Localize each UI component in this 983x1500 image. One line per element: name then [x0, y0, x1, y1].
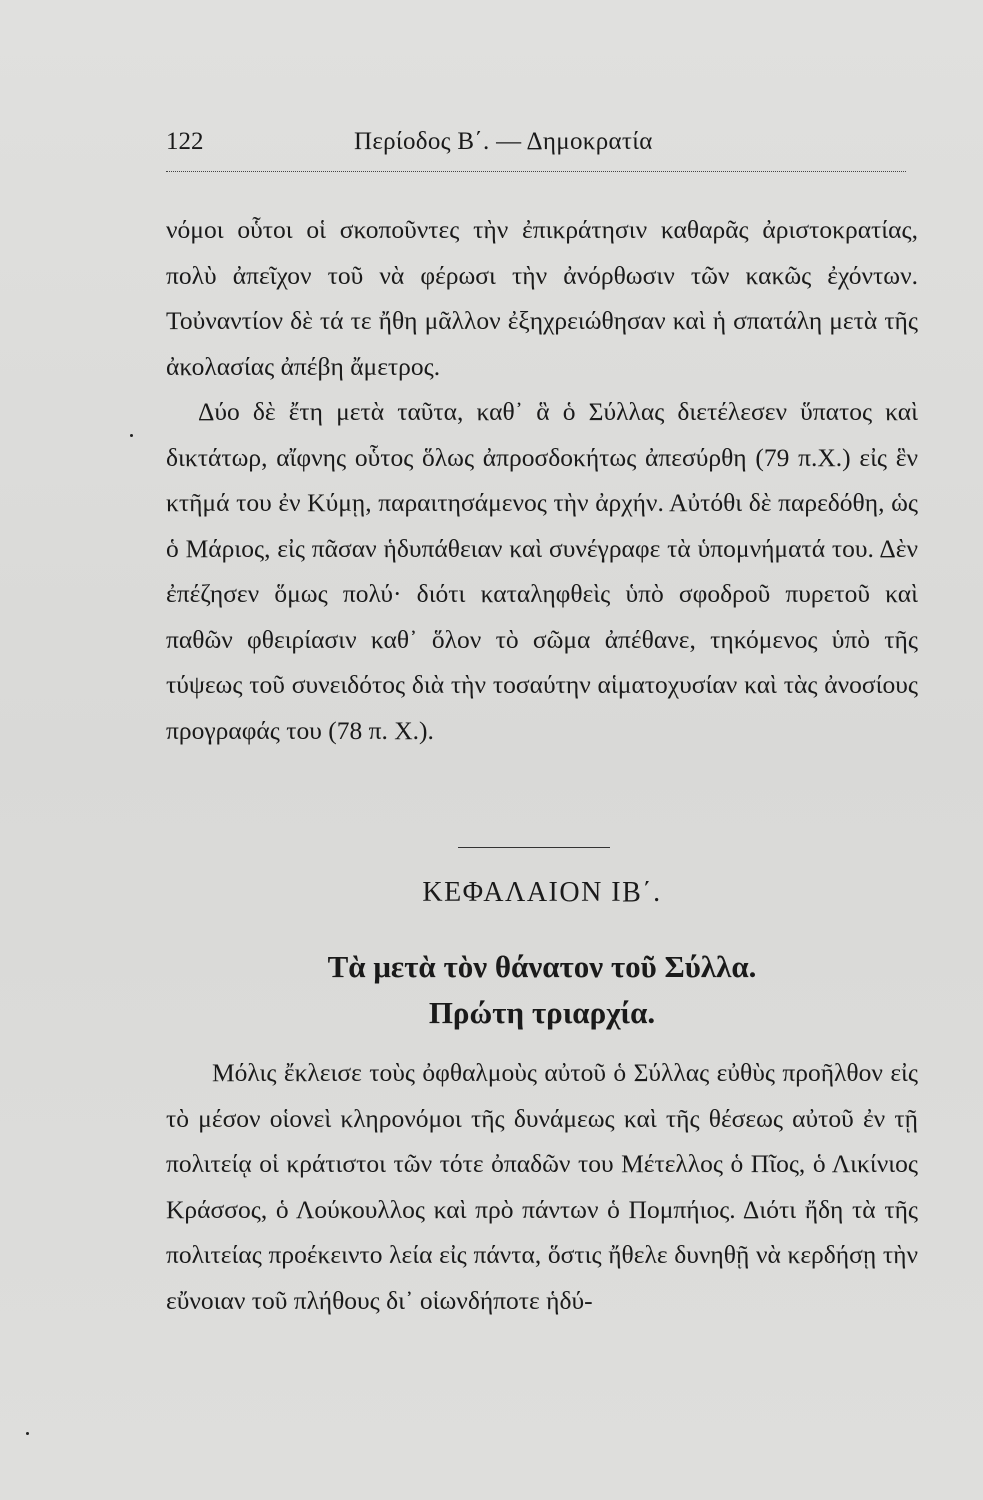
- running-head: [166, 128, 908, 168]
- section-divider-rule: [458, 847, 610, 848]
- paragraph-1: νόμοι οὗτοι οἱ σκοποῦντες τὴν ἐπικράτησιν καθαρᾶς ἀριστοκρατίας, πολὺ ἀπεῖχον τοῦ νὰ φέρωσι τὴν ἀνόρθωσιν τῶν κακῶς ἐχόντων. Τοὐναντίον δὲ τά τε ἤθη μᾶλλον ἐξηχρειώθησαν καὶ ἡ σπατάλη μετὰ τῆς ἀκολασίας ἀπέβη ἄμετρος.: [166, 215, 918, 381]
- main-text-block: [166, 207, 918, 753]
- chapter-paragraph: [166, 1050, 918, 1323]
- chapter-paragraph-text: Μόλις ἔκλεισε τοὺς ὀφθαλμοὺς αὐτοῦ ὁ Σύλλας εὐθὺς προῆλθον εἰς τὸ μέσον οἱονεὶ κληρονόμοι τῆς δυνάμεως καὶ τῆς θέσεως αὐτοῦ ἐν τῇ πολιτείᾳ οἱ κράτιστοι τῶν τότε ὀπαδῶν του Μέτελλος ὁ Πῖος, ὁ Λικίνιος Κράσσος, ὁ Λούκουλλος καὶ πρὸ πάντων ὁ Πομπήιος. Διότι ἤδη τὰ τῆς πολιτείας προέκειντο λεία εἰς πάντα, ὅστις ἤθελε δυνηθῇ νὰ κερδήσῃ τὴν εὔνοιαν τοῦ πλήθους δι᾽ οἱωνδήποτε ἡδύ-: [166, 1058, 918, 1315]
- chapter-label: ΚΕΦΑΛΑΙΟΝ ΙΒ΄.: [422, 877, 662, 908]
- chapter-title-line-2: Πρώτη τριαρχία.: [428, 995, 656, 1030]
- paragraph-2: Δύο δὲ ἔτη μετὰ ταῦτα, καθ᾽ ἃ ὁ Σύλλας διετέλεσεν ὕπατος καὶ δικτάτωρ, αἴφνης οὗτος ὅλως ἀπροσδοκήτως ἀπεσύρθη (79 π.Χ.) εἰς ἓν κτῆμά του ἐν Κύμῃ, παραιτησάμενος τὴν ἀρχήν. Αὐτόθι δὲ παρεδόθη, ὡς ὁ Μάριος, εἰς πᾶσαν ἡδυπάθειαν καὶ συνέγραφε τὰ ὑπομνήματά του. Δὲν ἐπέζησεν ὅμως πολύ· διότι καταληφθεὶς ὑπὸ σφοδροῦ πυρετοῦ καὶ παθῶν φθειρίασιν καθ᾽ ὅλον τὸ σῶμα ἀπέθανε, τηκόμενος ὑπὸ τῆς τύψεως τοῦ συνειδότος διὰ τὴν τοσαύτην αἱματοχυσίαν καὶ τὰς ἀνοσίους προγραφάς του (78 π. Χ.).: [166, 397, 918, 745]
- header-dotted-rule: [166, 171, 906, 172]
- chapter-title-line-1: Τὰ μετὰ τὸν θάνατον τοῦ Σύλλα.: [327, 949, 757, 984]
- margin-speck: [130, 434, 133, 437]
- chapter-title: [166, 944, 918, 1036]
- margin-speck: [26, 1432, 29, 1435]
- page-number: 122: [166, 128, 204, 155]
- running-title: Περίοδος Β΄. — Δημοκρατία: [354, 128, 653, 155]
